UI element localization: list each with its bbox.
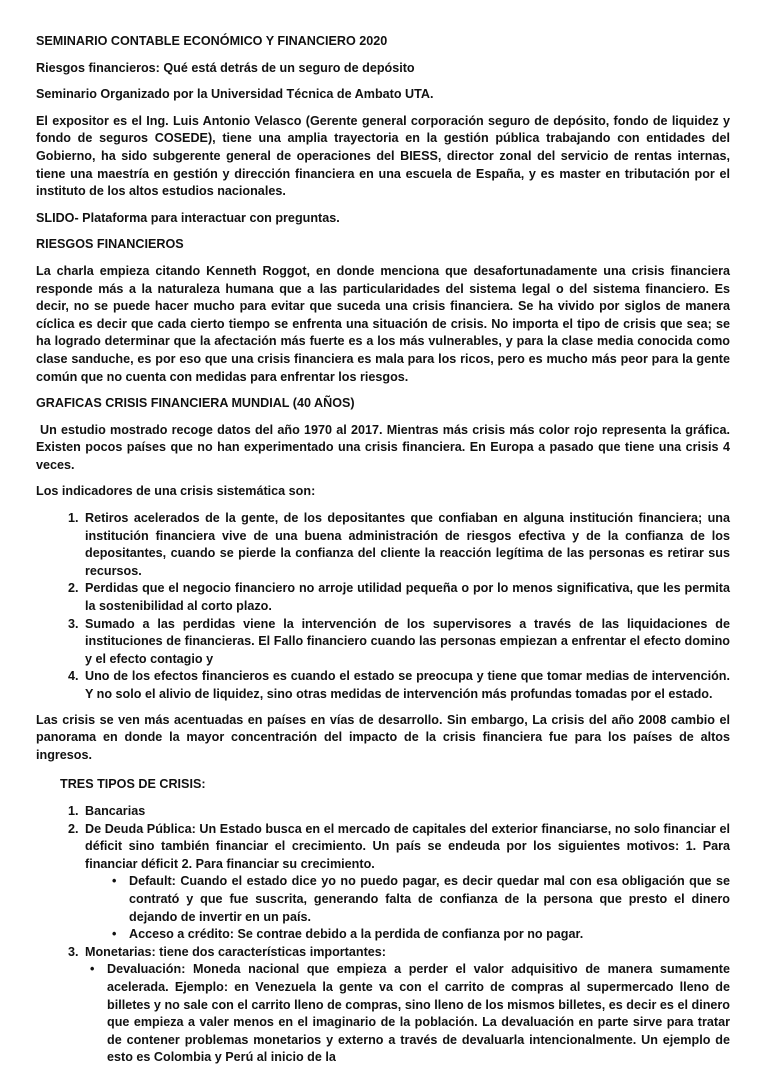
- graficas-paragraph: Un estudio mostrado recoge datos del año 1970 al 2017. Mientras más crisis más color rojo representa la gráfica. Existen pocos países que no han experimentado una crisis financiera. En Europa a pasado que tiene una crisis 4 veces.: [36, 422, 730, 472]
- monetarias-bullets: [85, 961, 730, 1067]
- devaluacion-text: Moneda nacional que empieza a perder el valor adquisitivo de manera sumamente acelerada. Ejemplo: en Venezuela la gente va con el carrito de compras al supermercado lleno de billetes y no sale con el carrito lleno de compras, sino lleno de los mismos billetes, es decir es el dinero que empieza a valer menos en el imaginario de la población. La devaluación en parte sirve para tratar de contener problemas monetarios y externo a través de devaluarla intencionalmente. Un ejemplo de esto es Colombia y Perú al inicio de la: [107, 962, 730, 1065]
- list-item: [107, 961, 730, 1067]
- indicadores-list: [36, 510, 730, 704]
- deuda-bullets: [85, 873, 730, 943]
- tipo-monetarias-label: Monetarias:: [85, 944, 156, 959]
- list-item: 1. Retiros acelerados de la gente, de los depositantes que confiaban en alguna institución financiera; una institución financiera vive de una buena administración de riesgos efectiva y de la confianza de los depositantes, cuando se pierde la confianza del cliente la reacción legítima de las personas es retirar sus recursos.: [82, 510, 730, 580]
- slido-line: SLIDO- Plataforma para interactuar con preguntas.: [36, 210, 340, 225]
- credito-label: Acceso a crédito:: [129, 927, 234, 942]
- list-item: 2. Perdidas que el negocio financiero no arroje utilidad pequeña o por lo menos significativa, que les permita la sostenibilidad al corto plazo.: [82, 580, 730, 615]
- list-item: [82, 944, 730, 1067]
- tipo-bancarias: Bancarias: [85, 803, 146, 818]
- tipo-monetarias-text: tiene dos características importantes:: [155, 944, 386, 959]
- list-item: [129, 873, 730, 926]
- expositor-paragraph: El expositor es el Ing. Luis Antonio Velasco (Gerente general corporación seguro de depósito, fondo de liquidez y fondo de seguros COSEDE), tiene una amplia trayectoria en la gestión pública trabajando con entidades del Gobierno, ha sido subgerente general de operaciones del BIESS, director zonal del servicio de rentas internas, tiene una maestría en gestión y dirección financiera en una escuela de España, y es master en tributación por el instituto de los altos estudios nacionales.: [36, 113, 730, 199]
- list-item: [82, 803, 730, 821]
- list-item: 4. Uno de los efectos financieros es cuando el estado se preocupa y tiene que tomar medias de intervención. Y no solo el alivio de liquidez, sino otras medidas de intervención más profundas tomadas por el estado.: [82, 668, 730, 703]
- section-heading-riesgos: RIESGOS FINANCIEROS: [36, 237, 184, 252]
- section-heading-graficas: GRAFICAS CRISIS FINANCIERA MUNDIAL (40 AÑOS): [36, 396, 355, 411]
- tipos-heading: TRES TIPOS DE CRISIS:: [60, 777, 206, 792]
- organizer-line: Seminario Organizado por la Universidad Técnica de Ambato UTA.: [36, 87, 434, 102]
- default-label: Default:: [129, 874, 176, 889]
- tipo-deuda-label: De Deuda Pública:: [85, 821, 196, 836]
- document-title: SEMINARIO CONTABLE ECONÓMICO Y FINANCIERO 2020: [36, 34, 388, 48]
- list-item: [129, 926, 730, 944]
- devaluacion-label: Devaluación:: [107, 962, 186, 977]
- indicadores-heading: Los indicadores de una crisis sistemática son:: [36, 484, 316, 499]
- default-text: Cuando el estado dice yo no puedo pagar, es decir quedar mal con esa obligación que se contrató y que fue suscrita, generando falta de confianza de la persona que presto el dinero dejando de invertir en un país.: [129, 874, 730, 924]
- riesgos-paragraph: La charla empieza citando Kenneth Roggot, en donde menciona que desafortunadamente una crisis financiera responde más a la naturaleza humana que a las particularidades del sistema legal o del sistema financiero. Es decir, no se puede hacer mucho para evitar que suceda una crisis financiera. Se ha vivido por siglos de manera cíclica es decir que cada cierto tiempo se enfrenta una situación de crisis. No importa el tipo de crisis que sea; se ha logrado determinar que la afectación más fuerte es a los más vulnerables, y para la clase media conocida como clase sanduche, es por eso que una crisis financiera es mala para los ricos, pero es mucho más peor para la gente común que no cuenta con medidas para enfrentar los riesgos.: [36, 263, 730, 384]
- credito-text: Se contrae debido a la perdida de confianza por no pagar.: [234, 927, 584, 942]
- document-subtitle: Riesgos financieros: Qué está detrás de un seguro de depósito: [36, 60, 415, 75]
- list-item: 3. Sumado a las perdidas viene la intervención de los supervisores a través de las liquidaciones de instituciones de financieras. El Fallo financiero cuando las personas empiezan a enfrentar el efecto domino y el efecto contagio y: [82, 616, 730, 669]
- paises-paragraph: Las crisis se ven más acentuadas en países en vías de desarrollo. Sin embargo, La crisis del año 2008 cambio el panorama en donde la mayor concentración del impacto de la crisis financiera fue para los países de altos ingresos.: [36, 712, 730, 762]
- tipos-list: [36, 803, 730, 1067]
- tipo-deuda-text: Un Estado busca en el mercado de capitales del exterior financiarse, no solo financiar el déficit sino también financiar el crecimiento. Un país se endeuda por los siguientes motivos: 1. Para financiar déficit 2. Para financiar su crecimiento.: [85, 821, 730, 871]
- list-item: [82, 821, 730, 944]
